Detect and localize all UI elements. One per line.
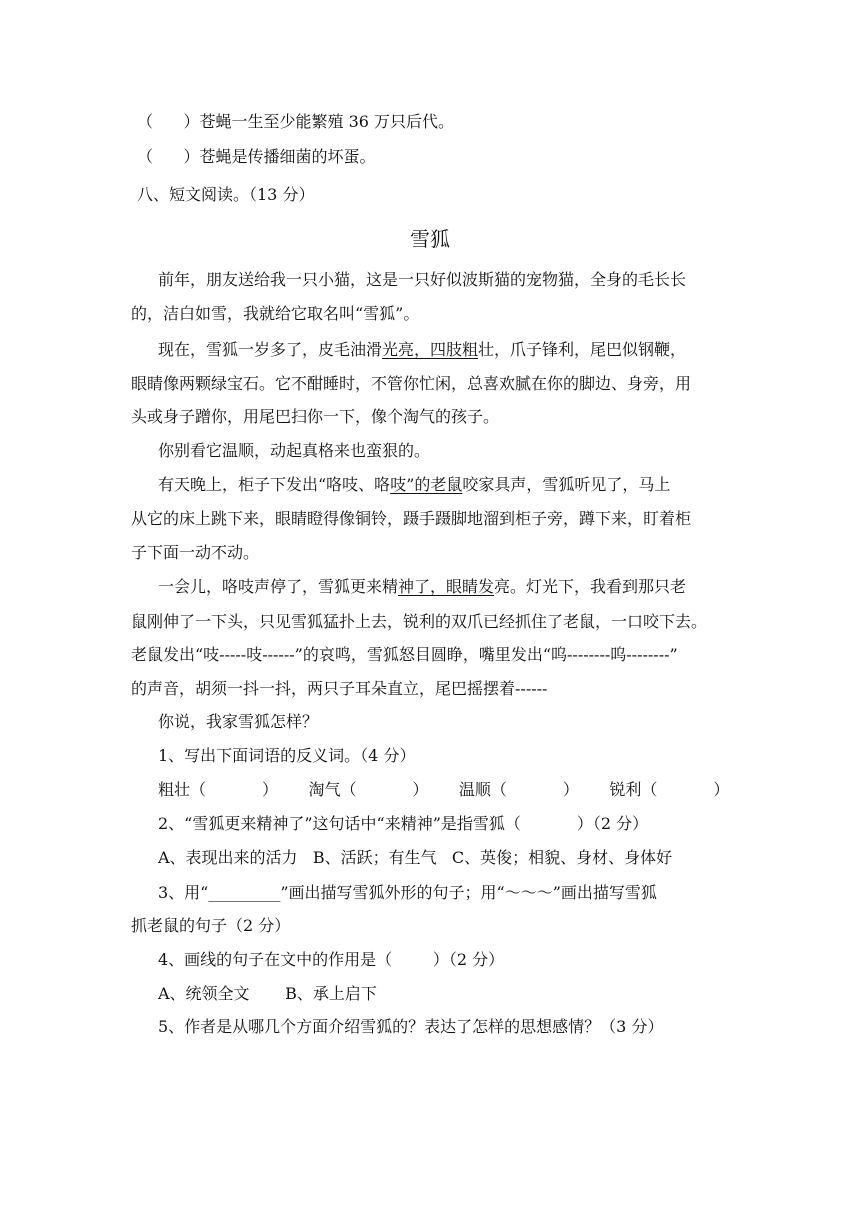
para5-line4: 的声音，胡须一抖一抖，两只子耳朵直立，尾巴摇摆着------ [131,679,548,698]
para1-line2: 的，洁白如雪，我就给它取名叫“雪狐”。 [131,304,420,323]
para5-line3: 老鼠发出“吱-----吱------”的哀鸣，雪狐怒目圆睁，嘴里发出“呜--------呜--------” [131,645,678,664]
para4-line1 [158,475,670,495]
para5-line1 [158,577,686,597]
question-3-text-a: 3、用“ [158,883,209,902]
para2-line3: 头或身子蹭你，用尾巴扫你一下，像个淘气的孩子。 [131,407,500,426]
question-2-options: A、表现出来的活力 B、活跃；有生气 C、英俊；相貌、身材、身体好 [158,848,673,867]
para5-underlined: 神了，眼睛发 [398,577,495,596]
para4-line3: 子下面一动不动。 [131,543,260,562]
section-heading: 八、短文阅读。（13 分） [137,185,315,204]
para6: 你说，我家雪狐怎样？ [158,712,319,731]
para2-text-a: 现在，雪狐一岁多了，皮毛油滑 [158,340,383,359]
question-3-blank: _________ [208,883,281,902]
para4-text-a: 有天晚上，柜子下发出“咯吱、咯 [158,475,391,494]
para2-text-b: 壮，爪子锋利，尾巴似钢鞭， [478,340,687,359]
story-title: 雪狐 [410,227,450,251]
para3: 你别看它温顺，动起真格来也蛮狠的。 [158,441,431,460]
question-3-line2: 抓老鼠的句子（2 分） [131,916,291,935]
para4-line2: 从它的床上跳下来，眼睛瞪得像铜铃，蹑手蹑脚地溜到柜子旁，蹲下来，盯着柜 [131,509,692,528]
question-4: 4、画线的句子在文中的作用是（ ）（2 分） [158,950,505,969]
para2-underlined: 光亮，四肢粗 [382,340,479,359]
judge-item-2: （ ）苍蝇是传播细菌的坏蛋。 [137,147,376,166]
question-2: 2、“雪狐更来精神了”这句话中“来精神”是指雪狐（ ）（2 分） [158,814,649,833]
para2-line1 [158,340,686,360]
para2-line2: 眼睛像两颗绿宝石。它不酣睡时，不管你忙闲，总喜欢腻在你的脚边、身旁，用 [131,374,692,393]
question-3-line1 [158,883,657,903]
para5-text-b: 亮。灯光下，我看到那只老 [494,577,687,596]
question-1: 1、写出下面词语的反义词。（4 分） [158,746,416,765]
para5-line2: 鼠刚伸了一下头，只见雪狐猛扑上去，锐利的双爪已经抓住了老鼠，一口咬下去。 [131,612,708,631]
para4-text-b: 咬家具声，雪狐听见了，马上 [462,475,671,494]
question-3-text-b: ”画出描写雪狐外形的句子；用“～～～”画出描写雪狐 [280,883,657,902]
para1-line1: 前年，朋友送给我一只小猫，这是一只好似波斯猫的宠物猫，全身的毛长长 [158,270,687,289]
question-4-options: A、统领全文 B、承上启下 [158,984,377,1003]
para5-text-a: 一会儿，咯吱声停了，雪狐更来精 [158,577,399,596]
question-5: 5、作者是从哪几个方面介绍雪狐的？表达了怎样的思想感情？（3 分） [158,1017,664,1036]
para4-underlined: 吱”的老鼠 [390,475,463,494]
judge-item-1: （ ）苍蝇一生至少能繁殖 36 万只后代。 [137,112,455,131]
question-1-items: 粗壮（ ） 淘气（ ） 温顺（ ） 锐利（ ） [158,780,730,799]
